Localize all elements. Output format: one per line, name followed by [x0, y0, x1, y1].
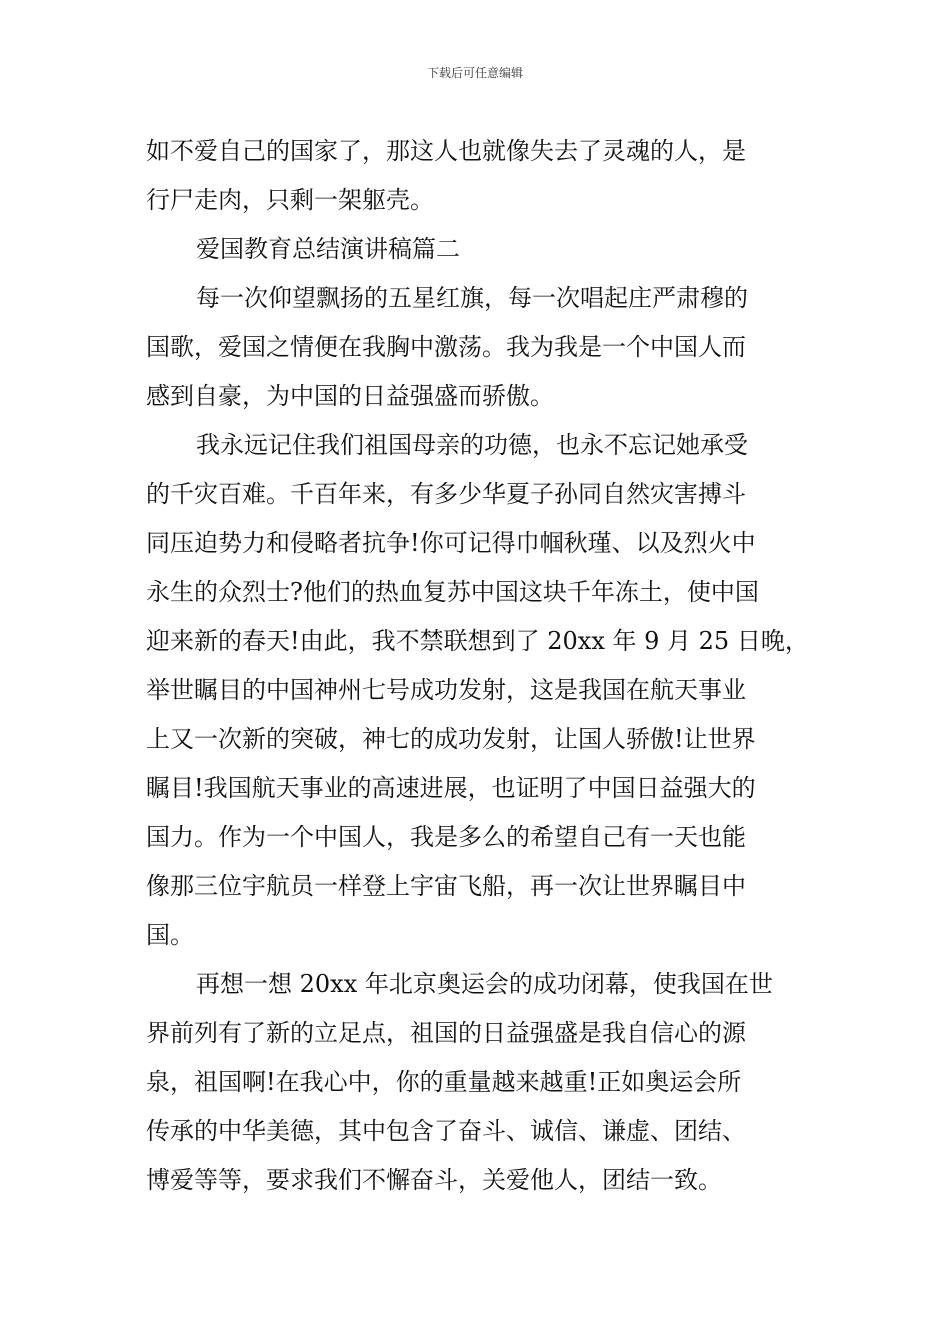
section-heading-text: 爱国教育总结演讲稿篇二: [196, 235, 460, 263]
text-line: 界前列有了新的立足点，祖国的日益强盛是我自信心的源: [146, 1019, 746, 1047]
section-heading: [146, 225, 811, 274]
text-line: 上又一次新的突破，神七的成功发射，让国人骄傲!让世界: [146, 725, 756, 753]
document-body: [146, 127, 811, 1205]
text-line: 传承的中华美德，其中包含了奋斗、诚信、谦虚、团结、: [146, 1117, 746, 1145]
text-line: 我永远记住我们祖国母亲的功德，也永不忘记她承受: [196, 431, 748, 459]
text-line: 如不爱自己的国家了，那这人也就像失去了灵魂的人，是: [146, 137, 746, 165]
text-line: 博爱等等，要求我们不懈奋斗，关爱他人，团结一致。: [146, 1166, 722, 1194]
text-line: 举世瞩目的中国神州七号成功发射，这是我国在航天事业: [146, 676, 746, 704]
text-line: 泉，祖国啊!在我心中，你的重量越来越重!正如奥运会所: [146, 1068, 742, 1096]
page-header: 下载后可任意编辑: [426, 66, 523, 80]
text-line: 的千灾百难。千百年来，有多少华夏子孙同自然灾害搏斗: [146, 480, 746, 508]
paragraph: [146, 960, 811, 1205]
text-line: 瞩目!我国航天事业的高速进展，也证明了中国日益强大的: [146, 774, 756, 802]
paragraph: [146, 421, 811, 960]
text-line: 每一次仰望飘扬的五星红旗，每一次唱起庄严肃穆的: [196, 284, 748, 312]
text-line: 迎来新的春天!由此，我不禁联想到了 20xx 年 9 月 25 日晚，: [146, 627, 809, 655]
text-line: 行尸走肉，只剩一架躯壳。: [146, 186, 434, 214]
text-line: 像那三位宇航员一样登上宇宙飞船，再一次让世界瞩目中: [146, 872, 746, 900]
text-line: 同压迫势力和侵略者抗争!你可记得巾帼秋瑾、以及烈火中: [146, 529, 756, 557]
text-line: 国。: [146, 921, 194, 949]
text-line: 国歌，爱国之情便在我胸中激荡。我为我是一个中国人而: [146, 333, 746, 361]
text-line: 国力。作为一个中国人，我是多么的希望自己有一天也能: [146, 823, 746, 851]
text-line: 感到自豪，为中国的日益强盛而骄傲。: [146, 382, 554, 410]
text-line: 永生的众烈士?他们的热血复苏中国这块千年冻土，使中国: [146, 578, 759, 606]
text-line: 再想一想 20xx 年北京奥运会的成功闭幕，使我国在世: [196, 970, 773, 998]
paragraph-continuation: [146, 127, 811, 225]
paragraph: [146, 274, 811, 421]
